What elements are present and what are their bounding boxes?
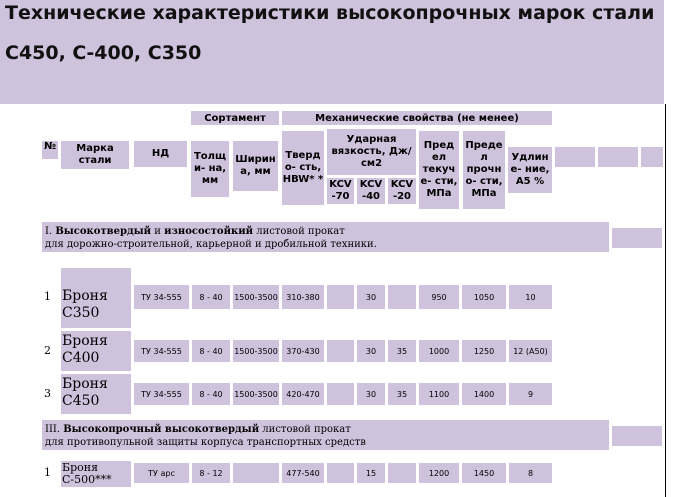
row-num: 1: [44, 466, 51, 479]
row-nd: ТУ 34-555: [134, 340, 189, 362]
row-num: 3: [44, 387, 51, 400]
header-kcv70: KCV -70: [327, 178, 354, 204]
row-hardness: 310-380: [282, 285, 324, 309]
page-subtitle: С450, С-400, С350: [5, 42, 202, 64]
header-impact: Ударная вязкость, Дж/см2: [327, 129, 416, 175]
section-1-prefix: I.: [45, 226, 56, 237]
section-1-bold1: Высокотвердый: [55, 226, 152, 237]
row-yield: 1000: [419, 340, 459, 362]
header-width: Ширин а, мм: [233, 141, 278, 191]
header-elong: Удлин е- ние, А5 %: [508, 147, 552, 193]
row-kcv70: [327, 285, 354, 309]
row-kcv40: 30: [357, 285, 385, 309]
header-empty: [641, 147, 663, 167]
header-empty: [598, 147, 638, 167]
header-grade: Марка стали: [61, 141, 129, 169]
row-grade: Броня С450: [61, 374, 131, 414]
header-hardness: Тверд о- сть, HBW* *: [282, 131, 324, 205]
row-tensile: 1250: [462, 340, 506, 362]
header-num: №: [42, 141, 58, 159]
row-nd: ТУ 34-555: [134, 383, 189, 405]
row-grade: Броня С400: [61, 331, 131, 371]
row-kcv70: [327, 463, 354, 483]
header-kcv20: KCV -20: [388, 178, 416, 204]
row-elong: 9: [509, 383, 552, 405]
section-2-prefix: III.: [45, 424, 64, 435]
header-yield: Пред ел текуч е- сти, МПа: [419, 131, 459, 209]
section-1-bold2: износостойкий: [164, 226, 254, 237]
group-header-sortament: Сортамент: [191, 111, 279, 125]
section-2-line2: для противопульной защиты корпуса транспортных средств: [45, 437, 366, 448]
row-kcv40: 30: [357, 383, 385, 405]
row-grade: Броня С350: [61, 268, 131, 328]
title-band: [0, 0, 664, 104]
row-tensile: 1050: [462, 285, 506, 309]
row-yield: 950: [419, 285, 459, 309]
row-kcv20: 35: [388, 340, 416, 362]
row-kcv70: [327, 340, 354, 362]
row-thickness: 8 - 40: [192, 285, 230, 309]
row-kcv40: 15: [357, 463, 385, 483]
row-kcv70: [327, 383, 354, 405]
row-num: 1: [44, 290, 51, 303]
right-border: [665, 104, 666, 497]
row-kcv20: [388, 285, 416, 309]
header-kcv40: KCV -40: [357, 178, 385, 204]
row-hardness: 420-470: [282, 383, 324, 405]
section-1-banner: [42, 222, 609, 252]
row-hardness: 370-430: [282, 340, 324, 362]
header-nd: НД: [134, 141, 187, 167]
row-num: 2: [44, 344, 51, 357]
row-width: 1500-3500: [233, 340, 279, 362]
section-1-side: [612, 228, 662, 248]
row-width: 1500-3500: [233, 383, 279, 405]
section-1-rest: листовой прокат: [253, 226, 345, 237]
row-thickness: 8 - 12: [192, 463, 230, 483]
row-elong: 8: [509, 463, 552, 483]
row-yield: 1100: [419, 383, 459, 405]
row-elong: 12 (А50): [509, 340, 552, 362]
row-grade: Броня С-500***: [61, 461, 131, 487]
row-yield: 1200: [419, 463, 459, 483]
row-thickness: 8 - 40: [192, 340, 230, 362]
section-1-mid: и: [151, 226, 165, 237]
row-kcv20: [388, 463, 416, 483]
row-hardness: 477-540: [282, 463, 324, 483]
section-2-banner: [42, 420, 609, 450]
row-tensile: 1450: [462, 463, 506, 483]
row-width: [233, 463, 279, 483]
page-title: Технические характеристики высокопрочных марок стали: [5, 2, 655, 24]
header-thickness: Толщ и- на, мм: [191, 141, 229, 197]
row-kcv40: 30: [357, 340, 385, 362]
row-width: 1500-3500: [233, 285, 279, 309]
row-thickness: 8 - 40: [192, 383, 230, 405]
header-empty: [555, 147, 595, 167]
row-nd: ТУ 34-555: [134, 285, 189, 309]
section-2-rest: листовой прокат: [259, 424, 351, 435]
row-nd: ТУ арс: [134, 463, 189, 483]
row-elong: 10: [509, 285, 552, 309]
section-2-side: [612, 426, 662, 446]
row-kcv20: 35: [388, 383, 416, 405]
group-header-mech: Механические свойства (не менее): [282, 111, 552, 125]
header-tensile: Преде л прочн о- сти, МПа: [463, 131, 505, 209]
section-1-line2: для дорожно-строительной, карьерной и дробильной техники.: [45, 239, 377, 250]
row-tensile: 1400: [462, 383, 506, 405]
section-2-bold1: Высокопрочный высокотвердый: [63, 424, 260, 435]
